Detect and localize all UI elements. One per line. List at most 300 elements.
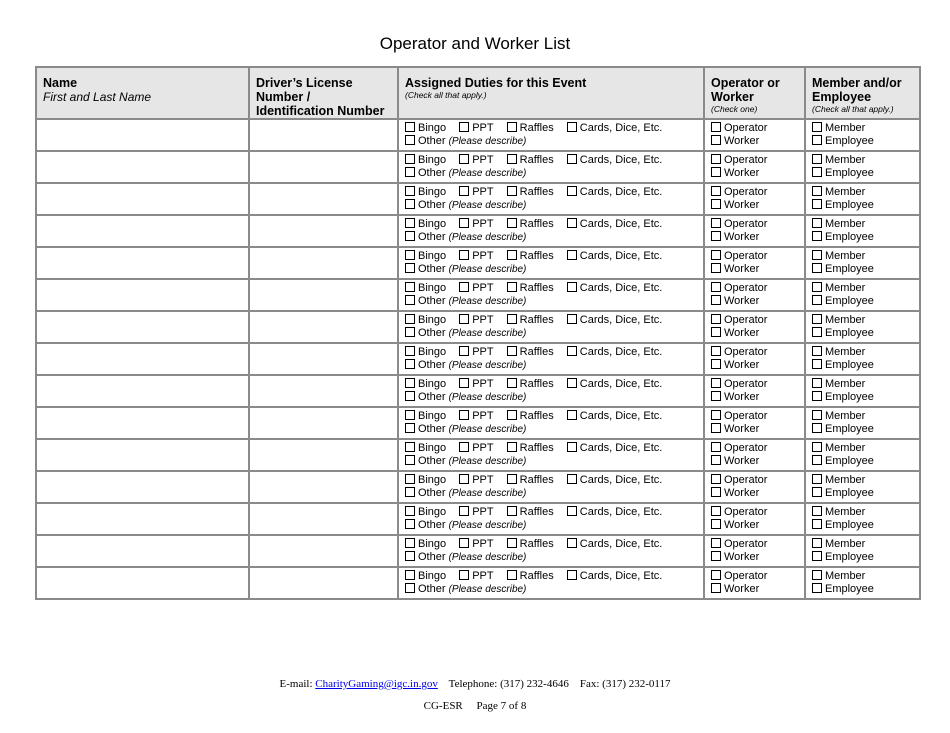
duty-option-other[interactable] <box>405 231 697 245</box>
membership-option-member[interactable] <box>812 570 913 583</box>
license-cell[interactable] <box>249 183 398 215</box>
membership-option-employee[interactable] <box>812 199 913 212</box>
role-option-worker[interactable] <box>711 359 798 372</box>
role-option-worker[interactable] <box>711 583 798 596</box>
duty-option-cards-dice[interactable] <box>567 474 663 486</box>
membership-option-employee[interactable] <box>812 391 913 404</box>
role-option-operator[interactable] <box>711 378 798 391</box>
membership-option-employee[interactable] <box>812 327 913 340</box>
duty-option-ppt[interactable] <box>459 218 493 230</box>
checkbox-icon[interactable] <box>507 506 517 516</box>
checkbox-icon[interactable] <box>711 167 721 177</box>
duty-option-bingo[interactable] <box>405 506 446 518</box>
membership-option-member[interactable] <box>812 282 913 295</box>
checkbox-icon[interactable] <box>567 314 577 324</box>
checkbox-icon[interactable] <box>812 378 822 388</box>
duty-option-bingo[interactable] <box>405 186 446 198</box>
duty-option-other[interactable] <box>405 455 697 469</box>
duty-option-ppt[interactable] <box>459 506 493 518</box>
duty-option-cards-dice[interactable] <box>567 410 663 422</box>
role-option-worker[interactable] <box>711 455 798 468</box>
checkbox-icon[interactable] <box>711 122 721 132</box>
name-cell[interactable] <box>36 439 249 471</box>
role-option-operator[interactable] <box>711 218 798 231</box>
checkbox-icon[interactable] <box>812 167 822 177</box>
checkbox-icon[interactable] <box>405 455 415 465</box>
duty-option-cards-dice[interactable] <box>567 122 663 134</box>
role-option-operator[interactable] <box>711 282 798 295</box>
checkbox-icon[interactable] <box>405 263 415 273</box>
duty-option-ppt[interactable] <box>459 282 493 294</box>
checkbox-icon[interactable] <box>405 359 415 369</box>
checkbox-icon[interactable] <box>507 218 517 228</box>
name-cell[interactable] <box>36 279 249 311</box>
checkbox-icon[interactable] <box>405 423 415 433</box>
checkbox-icon[interactable] <box>507 122 517 132</box>
license-cell[interactable] <box>249 151 398 183</box>
name-cell[interactable] <box>36 471 249 503</box>
license-cell[interactable] <box>249 439 398 471</box>
duty-option-raffles[interactable] <box>507 570 554 582</box>
checkbox-icon[interactable] <box>711 186 721 196</box>
checkbox-icon[interactable] <box>812 154 822 164</box>
duty-option-bingo[interactable] <box>405 282 446 294</box>
license-cell[interactable] <box>249 343 398 375</box>
membership-option-member[interactable] <box>812 314 913 327</box>
role-option-operator[interactable] <box>711 570 798 583</box>
membership-option-member[interactable] <box>812 410 913 423</box>
checkbox-icon[interactable] <box>812 359 822 369</box>
membership-option-employee[interactable] <box>812 263 913 276</box>
duty-option-other[interactable] <box>405 583 697 597</box>
checkbox-icon[interactable] <box>507 250 517 260</box>
role-option-operator[interactable] <box>711 538 798 551</box>
checkbox-icon[interactable] <box>711 282 721 292</box>
checkbox-icon[interactable] <box>711 474 721 484</box>
license-cell[interactable] <box>249 503 398 535</box>
duty-option-ppt[interactable] <box>459 122 493 134</box>
license-cell[interactable] <box>249 375 398 407</box>
duty-option-raffles[interactable] <box>507 410 554 422</box>
checkbox-icon[interactable] <box>567 410 577 420</box>
duty-option-cards-dice[interactable] <box>567 154 663 166</box>
duty-option-other[interactable] <box>405 295 697 309</box>
duty-option-other[interactable] <box>405 327 697 341</box>
license-cell[interactable] <box>249 535 398 567</box>
membership-option-member[interactable] <box>812 218 913 231</box>
checkbox-icon[interactable] <box>507 282 517 292</box>
checkbox-icon[interactable] <box>812 474 822 484</box>
role-option-worker[interactable] <box>711 231 798 244</box>
duty-option-other[interactable] <box>405 391 697 405</box>
checkbox-icon[interactable] <box>711 359 721 369</box>
duty-option-ppt[interactable] <box>459 410 493 422</box>
checkbox-icon[interactable] <box>812 538 822 548</box>
role-option-operator[interactable] <box>711 410 798 423</box>
duty-option-other[interactable] <box>405 423 697 437</box>
checkbox-icon[interactable] <box>711 391 721 401</box>
duty-option-ppt[interactable] <box>459 314 493 326</box>
checkbox-icon[interactable] <box>405 474 415 484</box>
membership-option-member[interactable] <box>812 250 913 263</box>
checkbox-icon[interactable] <box>567 250 577 260</box>
membership-option-employee[interactable] <box>812 231 913 244</box>
role-option-operator[interactable] <box>711 346 798 359</box>
checkbox-icon[interactable] <box>405 218 415 228</box>
checkbox-icon[interactable] <box>711 263 721 273</box>
checkbox-icon[interactable] <box>711 583 721 593</box>
checkbox-icon[interactable] <box>812 186 822 196</box>
checkbox-icon[interactable] <box>405 570 415 580</box>
checkbox-icon[interactable] <box>812 263 822 273</box>
checkbox-icon[interactable] <box>711 487 721 497</box>
license-cell[interactable] <box>249 567 398 599</box>
checkbox-icon[interactable] <box>405 186 415 196</box>
membership-option-member[interactable] <box>812 154 913 167</box>
checkbox-icon[interactable] <box>405 551 415 561</box>
name-cell[interactable] <box>36 375 249 407</box>
email-link[interactable]: CharityGaming@igc.in.gov <box>315 678 438 690</box>
role-option-worker[interactable] <box>711 199 798 212</box>
checkbox-icon[interactable] <box>405 314 415 324</box>
membership-option-employee[interactable] <box>812 167 913 180</box>
duty-option-other[interactable] <box>405 263 697 277</box>
checkbox-icon[interactable] <box>812 570 822 580</box>
role-option-worker[interactable] <box>711 551 798 564</box>
checkbox-icon[interactable] <box>812 295 822 305</box>
checkbox-icon[interactable] <box>812 423 822 433</box>
checkbox-icon[interactable] <box>507 314 517 324</box>
duty-option-bingo[interactable] <box>405 250 446 262</box>
duty-option-bingo[interactable] <box>405 378 446 390</box>
checkbox-icon[interactable] <box>459 538 469 548</box>
duty-option-ppt[interactable] <box>459 346 493 358</box>
checkbox-icon[interactable] <box>567 218 577 228</box>
checkbox-icon[interactable] <box>711 506 721 516</box>
duty-option-bingo[interactable] <box>405 154 446 166</box>
role-option-worker[interactable] <box>711 135 798 148</box>
name-cell[interactable] <box>36 535 249 567</box>
role-option-operator[interactable] <box>711 474 798 487</box>
duty-option-cards-dice[interactable] <box>567 218 663 230</box>
duty-option-raffles[interactable] <box>507 282 554 294</box>
name-cell[interactable] <box>36 407 249 439</box>
duty-option-raffles[interactable] <box>507 186 554 198</box>
license-cell[interactable] <box>249 279 398 311</box>
checkbox-icon[interactable] <box>711 154 721 164</box>
checkbox-icon[interactable] <box>812 346 822 356</box>
checkbox-icon[interactable] <box>507 346 517 356</box>
checkbox-icon[interactable] <box>812 391 822 401</box>
checkbox-icon[interactable] <box>459 346 469 356</box>
checkbox-icon[interactable] <box>567 282 577 292</box>
role-option-worker[interactable] <box>711 167 798 180</box>
checkbox-icon[interactable] <box>711 519 721 529</box>
duty-option-bingo[interactable] <box>405 314 446 326</box>
role-option-operator[interactable] <box>711 442 798 455</box>
checkbox-icon[interactable] <box>459 474 469 484</box>
checkbox-icon[interactable] <box>711 231 721 241</box>
duty-option-cards-dice[interactable] <box>567 378 663 390</box>
checkbox-icon[interactable] <box>711 295 721 305</box>
duty-option-other[interactable] <box>405 551 697 565</box>
duty-option-raffles[interactable] <box>507 346 554 358</box>
checkbox-icon[interactable] <box>459 314 469 324</box>
checkbox-icon[interactable] <box>812 583 822 593</box>
checkbox-icon[interactable] <box>567 186 577 196</box>
membership-option-member[interactable] <box>812 378 913 391</box>
checkbox-icon[interactable] <box>812 506 822 516</box>
role-option-worker[interactable] <box>711 391 798 404</box>
checkbox-icon[interactable] <box>405 519 415 529</box>
name-cell[interactable] <box>36 247 249 279</box>
duty-option-ppt[interactable] <box>459 474 493 486</box>
role-option-operator[interactable] <box>711 154 798 167</box>
checkbox-icon[interactable] <box>711 314 721 324</box>
checkbox-icon[interactable] <box>567 442 577 452</box>
checkbox-icon[interactable] <box>459 570 469 580</box>
checkbox-icon[interactable] <box>567 346 577 356</box>
checkbox-icon[interactable] <box>507 538 517 548</box>
name-cell[interactable] <box>36 119 249 151</box>
role-option-worker[interactable] <box>711 519 798 532</box>
duty-option-ppt[interactable] <box>459 186 493 198</box>
duty-option-cards-dice[interactable] <box>567 538 663 550</box>
checkbox-icon[interactable] <box>405 442 415 452</box>
checkbox-icon[interactable] <box>507 570 517 580</box>
membership-option-employee[interactable] <box>812 295 913 308</box>
duty-option-bingo[interactable] <box>405 570 446 582</box>
checkbox-icon[interactable] <box>507 442 517 452</box>
duty-option-cards-dice[interactable] <box>567 442 663 454</box>
checkbox-icon[interactable] <box>405 538 415 548</box>
duty-option-other[interactable] <box>405 359 697 373</box>
membership-option-member[interactable] <box>812 346 913 359</box>
checkbox-icon[interactable] <box>711 218 721 228</box>
membership-option-member[interactable] <box>812 186 913 199</box>
checkbox-icon[interactable] <box>711 455 721 465</box>
checkbox-icon[interactable] <box>812 250 822 260</box>
duty-option-ppt[interactable] <box>459 250 493 262</box>
checkbox-icon[interactable] <box>507 378 517 388</box>
role-option-worker[interactable] <box>711 487 798 500</box>
checkbox-icon[interactable] <box>812 551 822 561</box>
checkbox-icon[interactable] <box>711 378 721 388</box>
license-cell[interactable] <box>249 407 398 439</box>
checkbox-icon[interactable] <box>567 570 577 580</box>
membership-option-employee[interactable] <box>812 519 913 532</box>
checkbox-icon[interactable] <box>812 135 822 145</box>
duty-option-bingo[interactable] <box>405 474 446 486</box>
checkbox-icon[interactable] <box>812 231 822 241</box>
membership-option-employee[interactable] <box>812 551 913 564</box>
checkbox-icon[interactable] <box>812 314 822 324</box>
checkbox-icon[interactable] <box>459 154 469 164</box>
checkbox-icon[interactable] <box>812 519 822 529</box>
checkbox-icon[interactable] <box>507 474 517 484</box>
name-cell[interactable] <box>36 311 249 343</box>
checkbox-icon[interactable] <box>812 487 822 497</box>
checkbox-icon[interactable] <box>567 154 577 164</box>
license-cell[interactable] <box>249 471 398 503</box>
role-option-worker[interactable] <box>711 327 798 340</box>
checkbox-icon[interactable] <box>711 551 721 561</box>
checkbox-icon[interactable] <box>507 154 517 164</box>
duty-option-raffles[interactable] <box>507 122 554 134</box>
checkbox-icon[interactable] <box>711 410 721 420</box>
checkbox-icon[interactable] <box>711 570 721 580</box>
checkbox-icon[interactable] <box>567 122 577 132</box>
checkbox-icon[interactable] <box>405 410 415 420</box>
checkbox-icon[interactable] <box>405 346 415 356</box>
duty-option-bingo[interactable] <box>405 346 446 358</box>
checkbox-icon[interactable] <box>711 327 721 337</box>
checkbox-icon[interactable] <box>711 538 721 548</box>
membership-option-member[interactable] <box>812 474 913 487</box>
checkbox-icon[interactable] <box>405 391 415 401</box>
duty-option-raffles[interactable] <box>507 218 554 230</box>
name-cell[interactable] <box>36 503 249 535</box>
duty-option-cards-dice[interactable] <box>567 186 663 198</box>
checkbox-icon[interactable] <box>459 218 469 228</box>
checkbox-icon[interactable] <box>567 506 577 516</box>
checkbox-icon[interactable] <box>459 410 469 420</box>
duty-option-cards-dice[interactable] <box>567 506 663 518</box>
checkbox-icon[interactable] <box>812 455 822 465</box>
membership-option-employee[interactable] <box>812 583 913 596</box>
role-option-worker[interactable] <box>711 295 798 308</box>
checkbox-icon[interactable] <box>459 506 469 516</box>
duty-option-cards-dice[interactable] <box>567 282 663 294</box>
role-option-operator[interactable] <box>711 122 798 135</box>
name-cell[interactable] <box>36 183 249 215</box>
checkbox-icon[interactable] <box>405 506 415 516</box>
membership-option-member[interactable] <box>812 442 913 455</box>
checkbox-icon[interactable] <box>711 250 721 260</box>
membership-option-employee[interactable] <box>812 423 913 436</box>
name-cell[interactable] <box>36 567 249 599</box>
checkbox-icon[interactable] <box>459 122 469 132</box>
duty-option-raffles[interactable] <box>507 250 554 262</box>
duty-option-ppt[interactable] <box>459 442 493 454</box>
checkbox-icon[interactable] <box>405 295 415 305</box>
license-cell[interactable] <box>249 247 398 279</box>
checkbox-icon[interactable] <box>711 135 721 145</box>
membership-option-employee[interactable] <box>812 359 913 372</box>
checkbox-icon[interactable] <box>567 538 577 548</box>
duty-option-bingo[interactable] <box>405 442 446 454</box>
license-cell[interactable] <box>249 311 398 343</box>
duty-option-raffles[interactable] <box>507 442 554 454</box>
checkbox-icon[interactable] <box>711 199 721 209</box>
checkbox-icon[interactable] <box>405 231 415 241</box>
name-cell[interactable] <box>36 343 249 375</box>
membership-option-employee[interactable] <box>812 455 913 468</box>
checkbox-icon[interactable] <box>405 199 415 209</box>
role-option-worker[interactable] <box>711 423 798 436</box>
role-option-operator[interactable] <box>711 314 798 327</box>
checkbox-icon[interactable] <box>711 442 721 452</box>
duty-option-bingo[interactable] <box>405 538 446 550</box>
role-option-worker[interactable] <box>711 263 798 276</box>
checkbox-icon[interactable] <box>507 186 517 196</box>
duty-option-raffles[interactable] <box>507 506 554 518</box>
checkbox-icon[interactable] <box>405 583 415 593</box>
membership-option-employee[interactable] <box>812 487 913 500</box>
duty-option-cards-dice[interactable] <box>567 314 663 326</box>
checkbox-icon[interactable] <box>405 122 415 132</box>
checkbox-icon[interactable] <box>711 346 721 356</box>
checkbox-icon[interactable] <box>405 135 415 145</box>
duty-option-other[interactable] <box>405 519 697 533</box>
checkbox-icon[interactable] <box>812 327 822 337</box>
checkbox-icon[interactable] <box>812 199 822 209</box>
duty-option-other[interactable] <box>405 199 697 213</box>
license-cell[interactable] <box>249 119 398 151</box>
duty-option-ppt[interactable] <box>459 538 493 550</box>
duty-option-other[interactable] <box>405 167 697 181</box>
checkbox-icon[interactable] <box>405 378 415 388</box>
checkbox-icon[interactable] <box>812 122 822 132</box>
checkbox-icon[interactable] <box>812 218 822 228</box>
duty-option-raffles[interactable] <box>507 378 554 390</box>
duty-option-bingo[interactable] <box>405 218 446 230</box>
duty-option-raffles[interactable] <box>507 154 554 166</box>
membership-option-member[interactable] <box>812 506 913 519</box>
license-cell[interactable] <box>249 215 398 247</box>
checkbox-icon[interactable] <box>405 167 415 177</box>
checkbox-icon[interactable] <box>405 154 415 164</box>
checkbox-icon[interactable] <box>405 487 415 497</box>
duty-option-cards-dice[interactable] <box>567 346 663 358</box>
membership-option-employee[interactable] <box>812 135 913 148</box>
checkbox-icon[interactable] <box>405 327 415 337</box>
checkbox-icon[interactable] <box>459 250 469 260</box>
name-cell[interactable] <box>36 215 249 247</box>
role-option-operator[interactable] <box>711 506 798 519</box>
role-option-operator[interactable] <box>711 250 798 263</box>
duty-option-bingo[interactable] <box>405 122 446 134</box>
duty-option-other[interactable] <box>405 487 697 501</box>
duty-option-cards-dice[interactable] <box>567 250 663 262</box>
checkbox-icon[interactable] <box>405 250 415 260</box>
checkbox-icon[interactable] <box>812 282 822 292</box>
duty-option-ppt[interactable] <box>459 570 493 582</box>
duty-option-other[interactable] <box>405 135 697 149</box>
duty-option-ppt[interactable] <box>459 378 493 390</box>
duty-option-raffles[interactable] <box>507 538 554 550</box>
membership-option-member[interactable] <box>812 122 913 135</box>
checkbox-icon[interactable] <box>459 378 469 388</box>
checkbox-icon[interactable] <box>507 410 517 420</box>
duty-option-bingo[interactable] <box>405 410 446 422</box>
checkbox-icon[interactable] <box>812 442 822 452</box>
checkbox-icon[interactable] <box>459 186 469 196</box>
checkbox-icon[interactable] <box>459 442 469 452</box>
duty-option-raffles[interactable] <box>507 474 554 486</box>
checkbox-icon[interactable] <box>812 410 822 420</box>
checkbox-icon[interactable] <box>459 282 469 292</box>
membership-option-member[interactable] <box>812 538 913 551</box>
checkbox-icon[interactable] <box>567 474 577 484</box>
checkbox-icon[interactable] <box>567 378 577 388</box>
duty-option-ppt[interactable] <box>459 154 493 166</box>
name-cell[interactable] <box>36 151 249 183</box>
duty-option-raffles[interactable] <box>507 314 554 326</box>
duty-option-cards-dice[interactable] <box>567 570 663 582</box>
checkbox-icon[interactable] <box>711 423 721 433</box>
role-option-operator[interactable] <box>711 186 798 199</box>
